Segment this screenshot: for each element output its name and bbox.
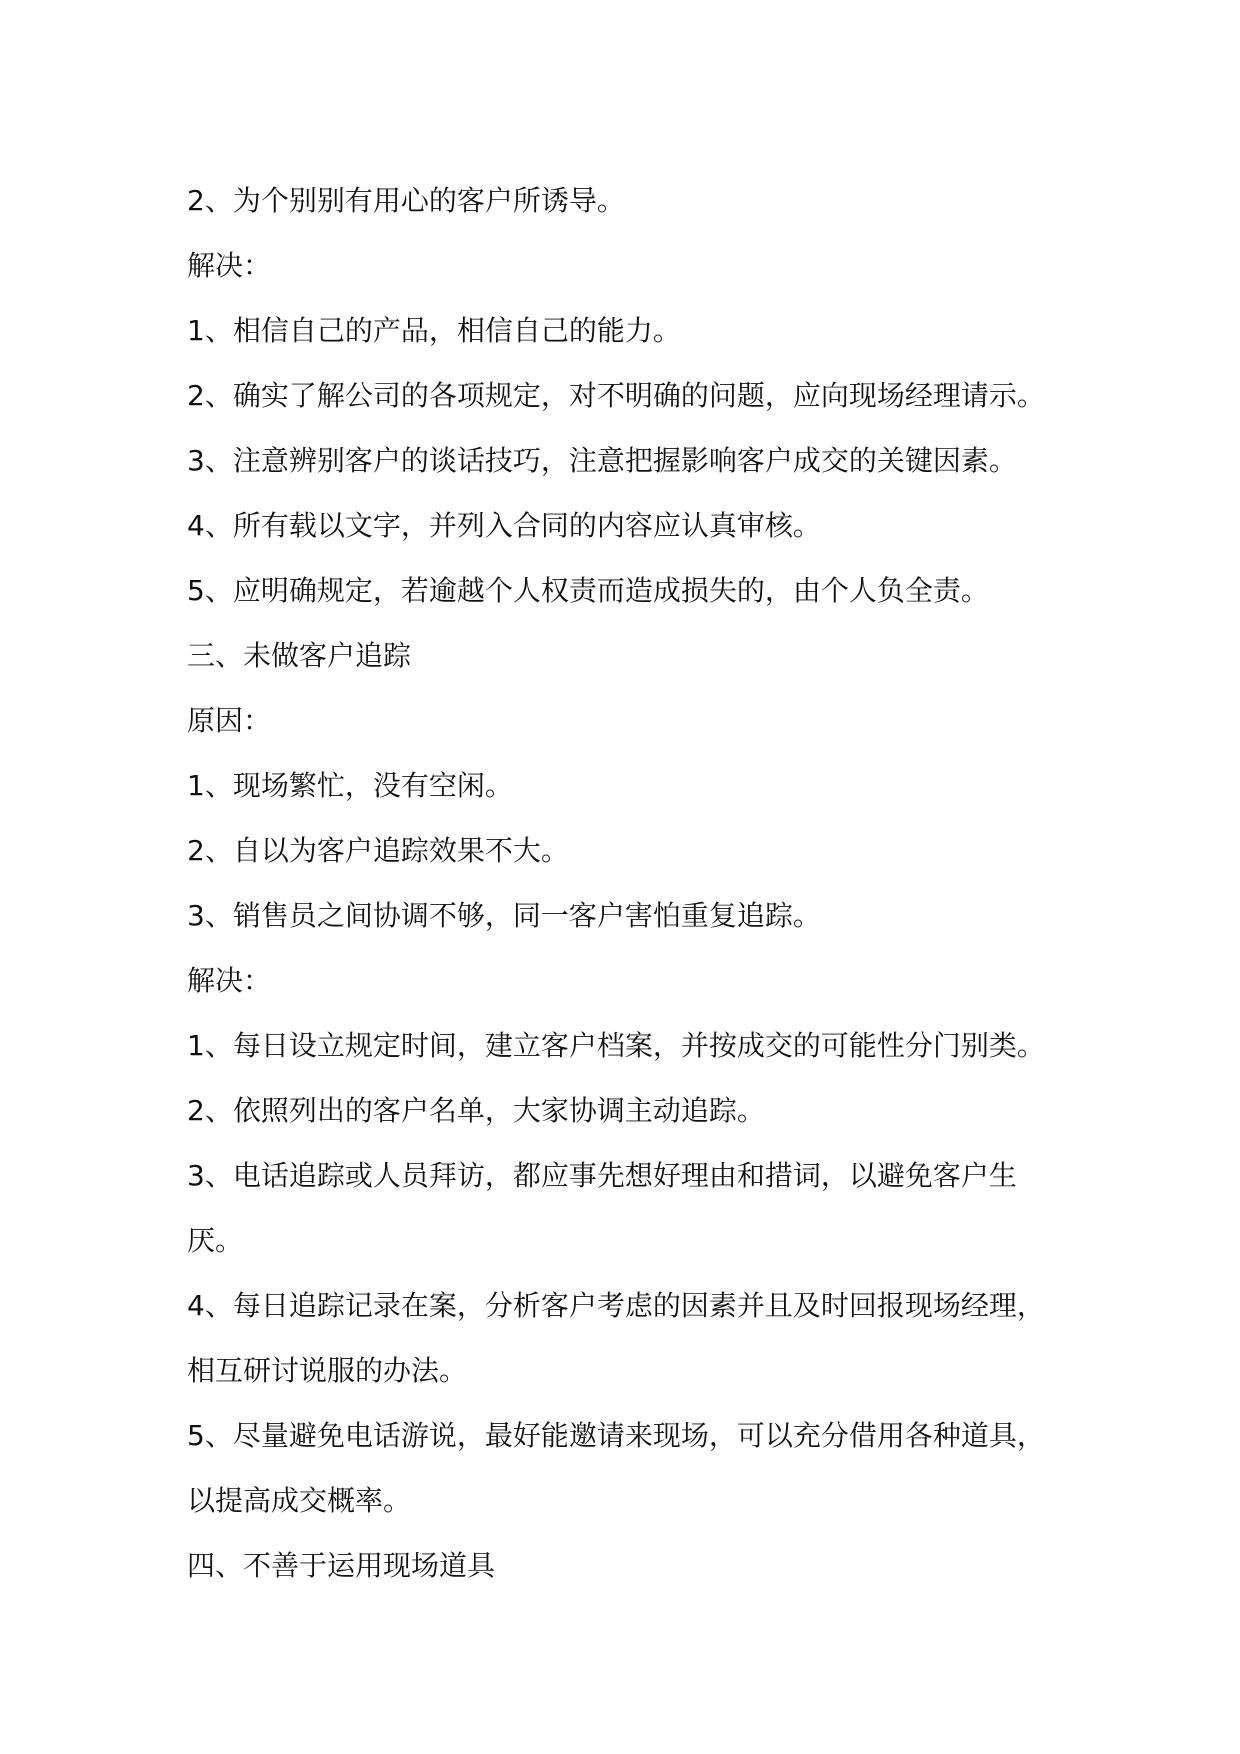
document-body	[187, 168, 1087, 1598]
list-item: 2、确实了解公司的各项规定，对不明确的问题，应向现场经理请示。	[187, 379, 1045, 412]
list-item: 3、销售员之间协调不够，同一客户害怕重复追踪。	[187, 899, 821, 932]
list-item: 5、尽量避免电话游说，最好能邀请来现场，可以充分借用各种道具，	[187, 1419, 1045, 1452]
list-item-continuation: 以提高成交概率。	[187, 1484, 412, 1517]
list-item: 2、依照列出的客户名单，大家协调主动追踪。	[187, 1094, 765, 1127]
section-label: 解决：	[187, 249, 272, 282]
list-item: 3、注意辨别客户的谈话技巧，注意把握影响客户成交的关键因素。	[187, 444, 1017, 477]
list-item: 1、现场繁忙，没有空闲。	[187, 769, 513, 802]
list-item: 2、自以为客户追踪效果不大。	[187, 834, 569, 867]
list-item: 1、每日设立规定时间，建立客户档案，并按成交的可能性分门别类。	[187, 1029, 1045, 1062]
list-item: 4、每日追踪记录在案，分析客户考虑的因素并且及时回报现场经理，	[187, 1289, 1045, 1322]
section-heading: 三、未做客户追踪	[187, 639, 412, 672]
list-item-continuation: 相互研讨说服的办法。	[187, 1354, 468, 1387]
list-item: 4、所有载以文字，并列入合同的内容应认真审核。	[187, 509, 821, 542]
list-item: 1、相信自己的产品，相信自己的能力。	[187, 314, 681, 347]
list-item: 3、电话追踪或人员拜访，都应事先想好理由和措词，以避免客户生	[187, 1159, 1017, 1192]
list-item-continuation: 厌。	[187, 1224, 244, 1257]
list-item: 2、为个别别有用心的客户所诱导。	[187, 184, 625, 217]
list-item: 5、应明确规定，若逾越个人权责而造成损失的，由个人负全责。	[187, 574, 989, 607]
section-label: 原因：	[187, 704, 272, 737]
section-heading: 四、不善于运用现场道具	[187, 1549, 496, 1582]
section-label: 解决：	[187, 964, 272, 997]
